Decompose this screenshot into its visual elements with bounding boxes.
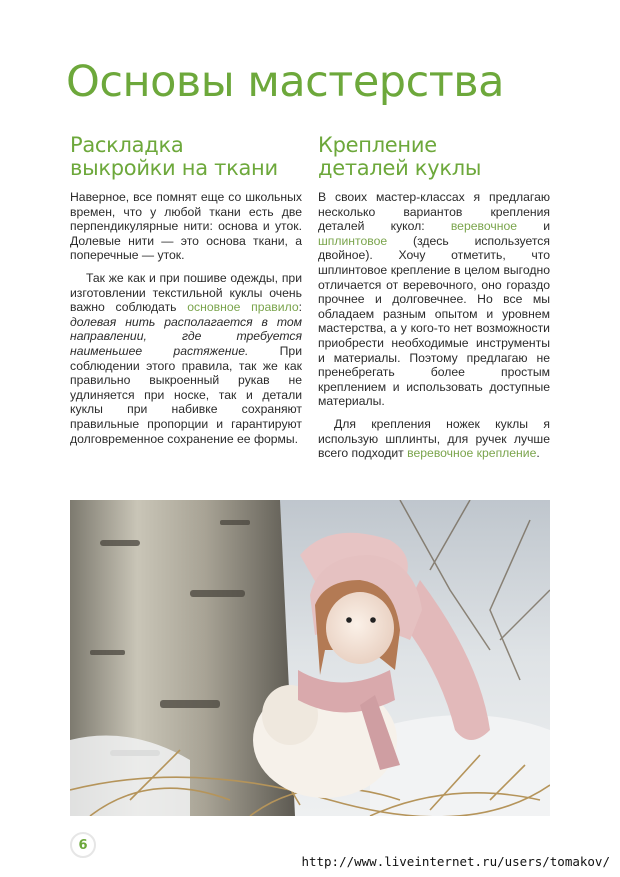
term-rope-joint: веревочное: [450, 219, 517, 234]
right-p1-end: (здесь используется двойное). Хочу отметить, что шплинтовое крепление в целом выгодно отличается от веревочного, оно гораздо прочнее и долговечнее. Но все мы обладаем разным опытом и уровнем мастерства, а у кого-то нет возможности приобрести необходимые инструменты и материалы. Поэтому предлагаю не пренебрегать более простым креплением и использовать доступные материалы.: [318, 233, 550, 409]
page-title: Основы мастерства: [66, 57, 504, 107]
right-column: [318, 134, 550, 469]
right-p1-start: В своих мастер-классах я предлагаю несколько вариантов крепления деталей кукол:: [318, 190, 550, 234]
footer-url: http://www.liveinternet.ru/users/tomakov/: [301, 854, 610, 869]
left-column-heading: Раскладка выкройки на ткани: [70, 133, 278, 180]
left-p2-colon: :: [298, 300, 302, 315]
rule-italic-text: долевая нить располагается в том направлении, где требуется наименьшее растяжение.: [70, 314, 302, 358]
term-main-rule: основное правило: [187, 300, 299, 315]
doll-photo: [70, 500, 550, 816]
right-p2-end: .: [536, 446, 540, 461]
left-paragraph-2: [70, 271, 302, 446]
right-p2-start: Для крепления ножек куклы я использую шплинты, для ручек лучше всего подходит: [318, 416, 550, 461]
page-number: 6: [78, 837, 88, 853]
right-p1-and: и: [517, 219, 551, 234]
left-p2-start: Так же как и при пошиве одежды, при изготовлении текстильной куклы очень важно соблюдать: [70, 270, 302, 315]
term-rope-joint-2: веревочное крепление: [407, 446, 537, 461]
right-paragraph-2: [318, 417, 550, 461]
doll-photo-illustration: [70, 500, 550, 816]
left-p2-end: При соблюдении этого правила, так же как правильно выкроенный рукав не удлиняется при носке, так и детали куклы при набивке сохраняют правильные пропорции и гарантируют долговременное сохранение ее формы.: [70, 343, 303, 446]
term-pin-joint: шплинтовое: [318, 233, 388, 248]
right-column-heading: Крепление деталей куклы: [318, 133, 482, 180]
page-number-badge: [70, 832, 96, 858]
right-paragraph-1: [318, 190, 550, 409]
left-paragraph-1: Наверное, все помнят еще со школьных времен, что у любой ткани есть две перпендикулярные нити: основа и уток. Долевые нити — это основа ткани, а поперечные — уток.: [70, 190, 302, 263]
left-column: [70, 134, 302, 454]
